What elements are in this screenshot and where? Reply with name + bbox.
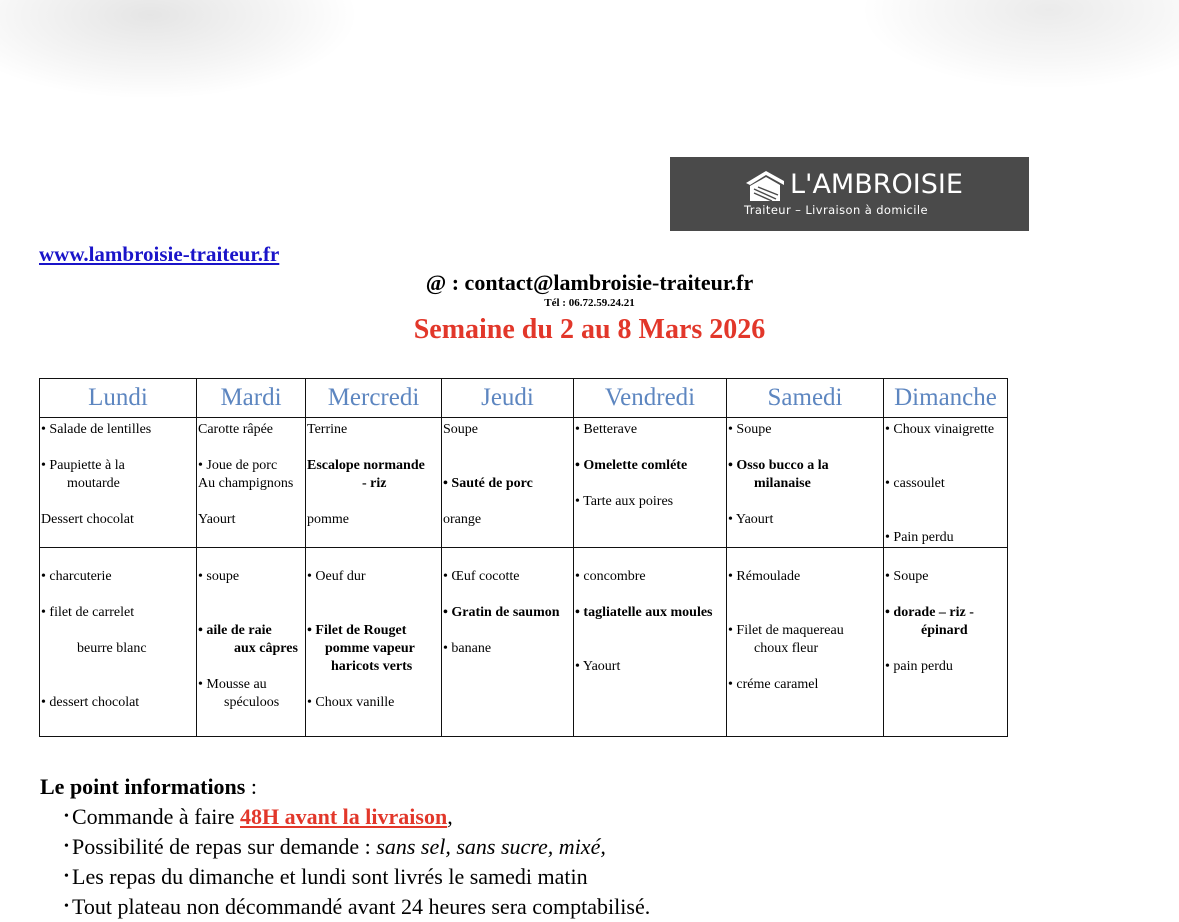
menu-item: - riz bbox=[362, 476, 387, 491]
menu-item: beurre blanc bbox=[77, 641, 147, 656]
menu-item: Terrine bbox=[307, 422, 348, 437]
info-item-cancellation: • Tout plateau non décommandé avant 24 heures sera comptabilisé. bbox=[64, 894, 651, 919]
info-title-suffix: : bbox=[245, 774, 257, 799]
menu-item: • concombre bbox=[575, 569, 646, 584]
menu-item: • pain perdu bbox=[885, 659, 953, 674]
menu-cell-vendredi-soir bbox=[574, 548, 727, 737]
menu-item: orange bbox=[443, 512, 482, 527]
day-header-mardi: Mardi bbox=[197, 379, 306, 418]
menu-cell-vendredi-midi bbox=[574, 418, 727, 548]
menu-item: • soupe bbox=[198, 569, 240, 584]
menu-item: • dorade – riz - bbox=[885, 605, 974, 620]
day-header-dimanche: Dimanche bbox=[884, 379, 1008, 418]
menu-item: pomme bbox=[307, 512, 349, 527]
week-title: Semaine du 2 au 8 Mars 2026 bbox=[413, 314, 766, 345]
menu-item: • Sauté de porc bbox=[443, 476, 533, 491]
menu-item: moutarde bbox=[67, 476, 120, 491]
phone-number: Tél : 06.72.59.24.21 bbox=[544, 297, 635, 309]
day-header-mercredi: Mercredi bbox=[306, 379, 442, 418]
menu-item: • charcuterie bbox=[41, 569, 112, 584]
menu-item: • Choux vinaigrette bbox=[885, 422, 995, 437]
menu-item: • Paupiette à la bbox=[41, 458, 125, 473]
menu-item: • cassoulet bbox=[885, 476, 945, 491]
menu-item: • Osso bucco a la bbox=[728, 458, 829, 473]
menu-cell-lundi-soir bbox=[40, 548, 197, 737]
menu-item: • Betterave bbox=[575, 422, 638, 437]
menu-cell-lundi-midi bbox=[40, 418, 197, 548]
contact-email: @ : contact@lambroisie-traiteur.fr bbox=[425, 270, 754, 295]
menu-item: Soupe bbox=[443, 422, 478, 437]
menu-cell-jeudi-midi bbox=[442, 418, 574, 548]
menu-item: Dessert chocolat bbox=[41, 512, 134, 527]
menu-item: Au champignons bbox=[198, 476, 294, 491]
photo-shadow-left bbox=[0, 0, 360, 100]
menu-item: • dessert chocolat bbox=[41, 695, 140, 710]
menu-cell-samedi-soir bbox=[727, 548, 884, 737]
menu-cell-dimanche-midi bbox=[884, 418, 1008, 548]
menu-item: • Joue de porc bbox=[198, 458, 278, 473]
menu-item: • Œuf cocotte bbox=[443, 569, 520, 584]
menu-item: • filet de carrelet bbox=[41, 605, 135, 620]
photo-shadow-right bbox=[859, 0, 1179, 90]
info-heading bbox=[40, 772, 650, 802]
info-item-special-meals: • Possibilité de repas sur demande : sans sel, sans sucre, mixé, bbox=[64, 834, 606, 859]
website-link[interactable]: www.lambroisie-traiteur.fr bbox=[39, 242, 280, 266]
house-icon bbox=[744, 169, 786, 203]
menu-item: • banane bbox=[443, 641, 492, 656]
menu-item: • Omelette comléte bbox=[575, 458, 688, 473]
menu-item: haricots verts bbox=[331, 659, 413, 674]
info-item-delivery: • Les repas du dimanche et lundi sont livrés le samedi matin bbox=[64, 864, 588, 889]
info-text: Les repas du dimanche et lundi sont livrés le samedi matin bbox=[72, 864, 588, 889]
menu-item: • Yaourt bbox=[728, 512, 774, 527]
day-header-lundi: Lundi bbox=[40, 379, 197, 418]
menu-item: • Salade de lentilles bbox=[41, 422, 152, 437]
menu-cell-mardi-soir bbox=[197, 548, 306, 737]
day-header-samedi: Samedi bbox=[727, 379, 884, 418]
menu-item: • Choux vanille bbox=[307, 695, 395, 710]
menu-item: choux fleur bbox=[754, 641, 819, 656]
info-title: Le point informations bbox=[40, 774, 246, 799]
menu-item: • Rémoulade bbox=[728, 569, 801, 584]
menu-item: • Oeuf dur bbox=[307, 569, 366, 584]
menu-item: • Yaourt bbox=[575, 659, 621, 674]
menu-item: spéculoos bbox=[224, 695, 280, 710]
logo-name: L'AMBROISIE bbox=[790, 169, 963, 200]
weekly-menu-table bbox=[39, 378, 1008, 737]
menu-cell-samedi-midi bbox=[727, 418, 884, 548]
menu-item: Yaourt bbox=[198, 512, 236, 527]
menu-item: pomme vapeur bbox=[325, 641, 415, 656]
menu-item: • Filet de Rouget bbox=[307, 623, 407, 638]
menu-item: • créme caramel bbox=[728, 677, 819, 692]
menu-item: • Soupe bbox=[728, 422, 772, 437]
menu-cell-mardi-midi bbox=[197, 418, 306, 548]
menu-item: • aile de raie bbox=[198, 623, 272, 638]
menu-cell-mercredi-soir bbox=[306, 548, 442, 737]
day-header-jeudi: Jeudi bbox=[442, 379, 574, 418]
info-item-order: • Commande à faire 48H avant la livraison, bbox=[64, 804, 453, 829]
menu-item: • Gratin de saumon bbox=[443, 605, 560, 620]
menu-cell-mercredi-midi bbox=[306, 418, 442, 548]
logo-tagline: Traiteur – Livraison à domicile bbox=[744, 203, 928, 217]
info-text: Possibilité de repas sur demande : bbox=[72, 834, 377, 859]
menu-row-midi bbox=[40, 418, 1008, 548]
company-logo bbox=[670, 157, 1029, 231]
menu-item: • Mousse au bbox=[198, 677, 267, 692]
menu-item: • Pain perdu bbox=[885, 530, 954, 545]
info-text: Commande à faire bbox=[72, 804, 240, 829]
info-italic: sans sel, sans sucre, mixé, bbox=[376, 834, 606, 859]
menu-item: • tagliatelle aux moules bbox=[575, 605, 713, 620]
menu-item: milanaise bbox=[754, 476, 811, 491]
info-section bbox=[40, 772, 650, 922]
menu-row-soir bbox=[40, 548, 1008, 737]
day-header-row bbox=[40, 379, 1008, 418]
menu-cell-jeudi-soir bbox=[442, 548, 574, 737]
menu-item: épinard bbox=[921, 623, 968, 638]
menu-item: Escalope normande bbox=[307, 458, 425, 473]
day-header-vendredi: Vendredi bbox=[574, 379, 727, 418]
menu-item: aux câpres bbox=[234, 641, 298, 656]
menu-cell-dimanche-soir bbox=[884, 548, 1008, 737]
menu-item: • Filet de maquereau bbox=[728, 623, 844, 638]
info-text: Tout plateau non décommandé avant 24 heures sera comptabilisé. bbox=[72, 894, 651, 919]
menu-item: • Tarte aux poires bbox=[575, 494, 674, 509]
info-text: , bbox=[447, 804, 453, 829]
menu-item: • Soupe bbox=[885, 569, 929, 584]
menu-item: Carotte râpée bbox=[198, 422, 274, 437]
info-highlight: 48H avant la livraison bbox=[240, 804, 448, 829]
